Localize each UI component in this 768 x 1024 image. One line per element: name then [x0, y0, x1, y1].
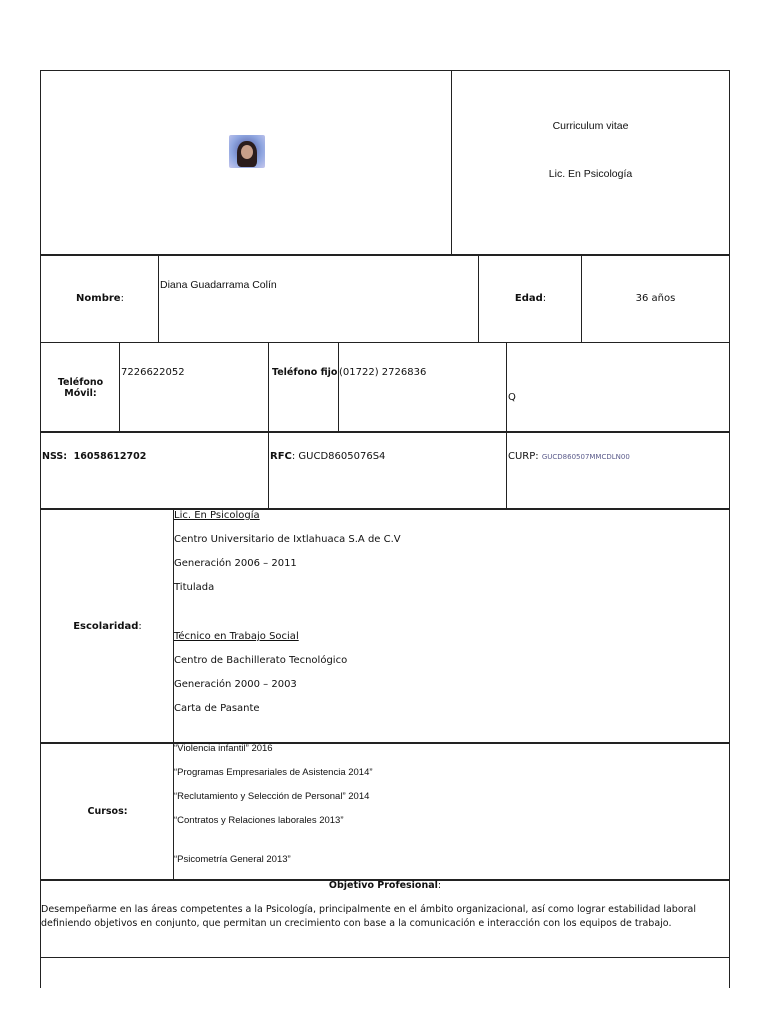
curp-label: CURP: — [508, 451, 539, 462]
cv-subtitle: Lic. En Psicología — [548, 168, 633, 180]
courses-label-cell — [41, 743, 174, 880]
mobile-label-line2: Móvil: — [64, 387, 97, 399]
education-school: Centro Universitario de Ixtlahuaca S.A de C.V — [174, 534, 401, 545]
courses-content — [173, 743, 729, 880]
objective-label: Objetivo Profesional — [328, 880, 438, 891]
education-content — [173, 509, 729, 743]
name-label-colon: : — [120, 293, 124, 304]
curp-value: GUCD860507MMCDLN00 — [541, 453, 630, 461]
course-item: “Psicometría General 2013” — [174, 854, 291, 865]
course-item: “Violencia infantil” 2016 — [174, 743, 273, 754]
education-row — [40, 508, 730, 744]
rfc-label: RFC — [270, 451, 292, 462]
continuation-row — [40, 956, 730, 988]
curp-text — [508, 451, 630, 462]
name-label: Nombre — [76, 293, 121, 304]
contact-extra-cell — [506, 343, 729, 432]
objective-row — [40, 879, 730, 958]
course-item: “Contratos y Relaciones laborales 2013” — [174, 815, 344, 826]
rfc-text — [270, 451, 385, 462]
education-school: Centro de Bachillerato Tecnológico — [174, 655, 348, 666]
age-value: 36 años — [635, 293, 676, 304]
education-status: Carta de Pasante — [174, 703, 260, 714]
age-label-cell — [478, 255, 582, 342]
education-label-cell — [41, 509, 174, 743]
landline-value-cell — [338, 343, 507, 432]
objective-heading — [41, 880, 729, 891]
landline-label: Teléfono fijo — [272, 367, 338, 378]
education-label-colon: : — [138, 620, 142, 632]
education-degree: Técnico en Trabajo Social — [174, 631, 299, 642]
name-row — [40, 254, 730, 343]
nss-text — [42, 451, 146, 462]
nss-value: 16058612702 — [73, 451, 147, 462]
education-status: Titulada — [174, 582, 215, 593]
education-period: Generación 2000 – 2003 — [174, 679, 297, 690]
objective-line-2: definiendo objetivos en conjunto, que permitan un crecimiento con base a la comunicación e interacción con los equipos de trabajo. — [41, 918, 672, 929]
education-label: Escolaridad — [73, 620, 139, 632]
course-item: “Programas Empresariales de Asistencia 2014” — [174, 767, 373, 778]
landline-label-cell — [268, 343, 339, 432]
name-value-cell — [158, 255, 479, 342]
objective-label-colon: : — [437, 880, 442, 891]
name-label-cell — [41, 255, 159, 342]
header-title-cell — [451, 71, 729, 255]
objective-line-1: Desempeñarme en las áreas competentes a la Psicología, principalmente en el ámbito organizacional, así como lograr estabilidad laboral — [41, 904, 697, 915]
photo-face — [241, 145, 253, 159]
mobile-label-cell — [41, 343, 120, 432]
age-value-cell — [581, 255, 729, 342]
education-degree: Lic. En Psicología — [174, 510, 260, 521]
curp-cell — [506, 432, 729, 509]
rfc-cell — [268, 432, 507, 509]
cv-title: Curriculum vitae — [552, 120, 629, 132]
mobile-label-line1: Teléfono — [57, 376, 104, 388]
id-row — [40, 431, 730, 510]
nss-label: NSS: — [42, 451, 68, 462]
profile-photo — [229, 135, 265, 168]
mobile-value-cell — [119, 343, 269, 432]
education-period: Generación 2006 – 2011 — [174, 558, 297, 569]
age-label: Edad — [514, 293, 543, 304]
rfc-value: : GUCD8605076S4 — [291, 451, 386, 462]
contact-extra-value: Q — [508, 392, 516, 403]
courses-label: Cursos: — [87, 806, 128, 817]
course-item: “Reclutamiento y Selección de Personal” 2014 — [174, 791, 370, 802]
nss-cell — [41, 432, 269, 509]
courses-row — [40, 742, 730, 881]
landline-value: (01722) 2726836 — [339, 367, 427, 378]
name-value: Diana Guadarrama Colín — [160, 279, 277, 291]
age-label-colon: : — [542, 293, 547, 304]
mobile-value: 7226622052 — [121, 367, 185, 378]
header-row — [40, 70, 730, 256]
phone-row — [40, 342, 730, 433]
